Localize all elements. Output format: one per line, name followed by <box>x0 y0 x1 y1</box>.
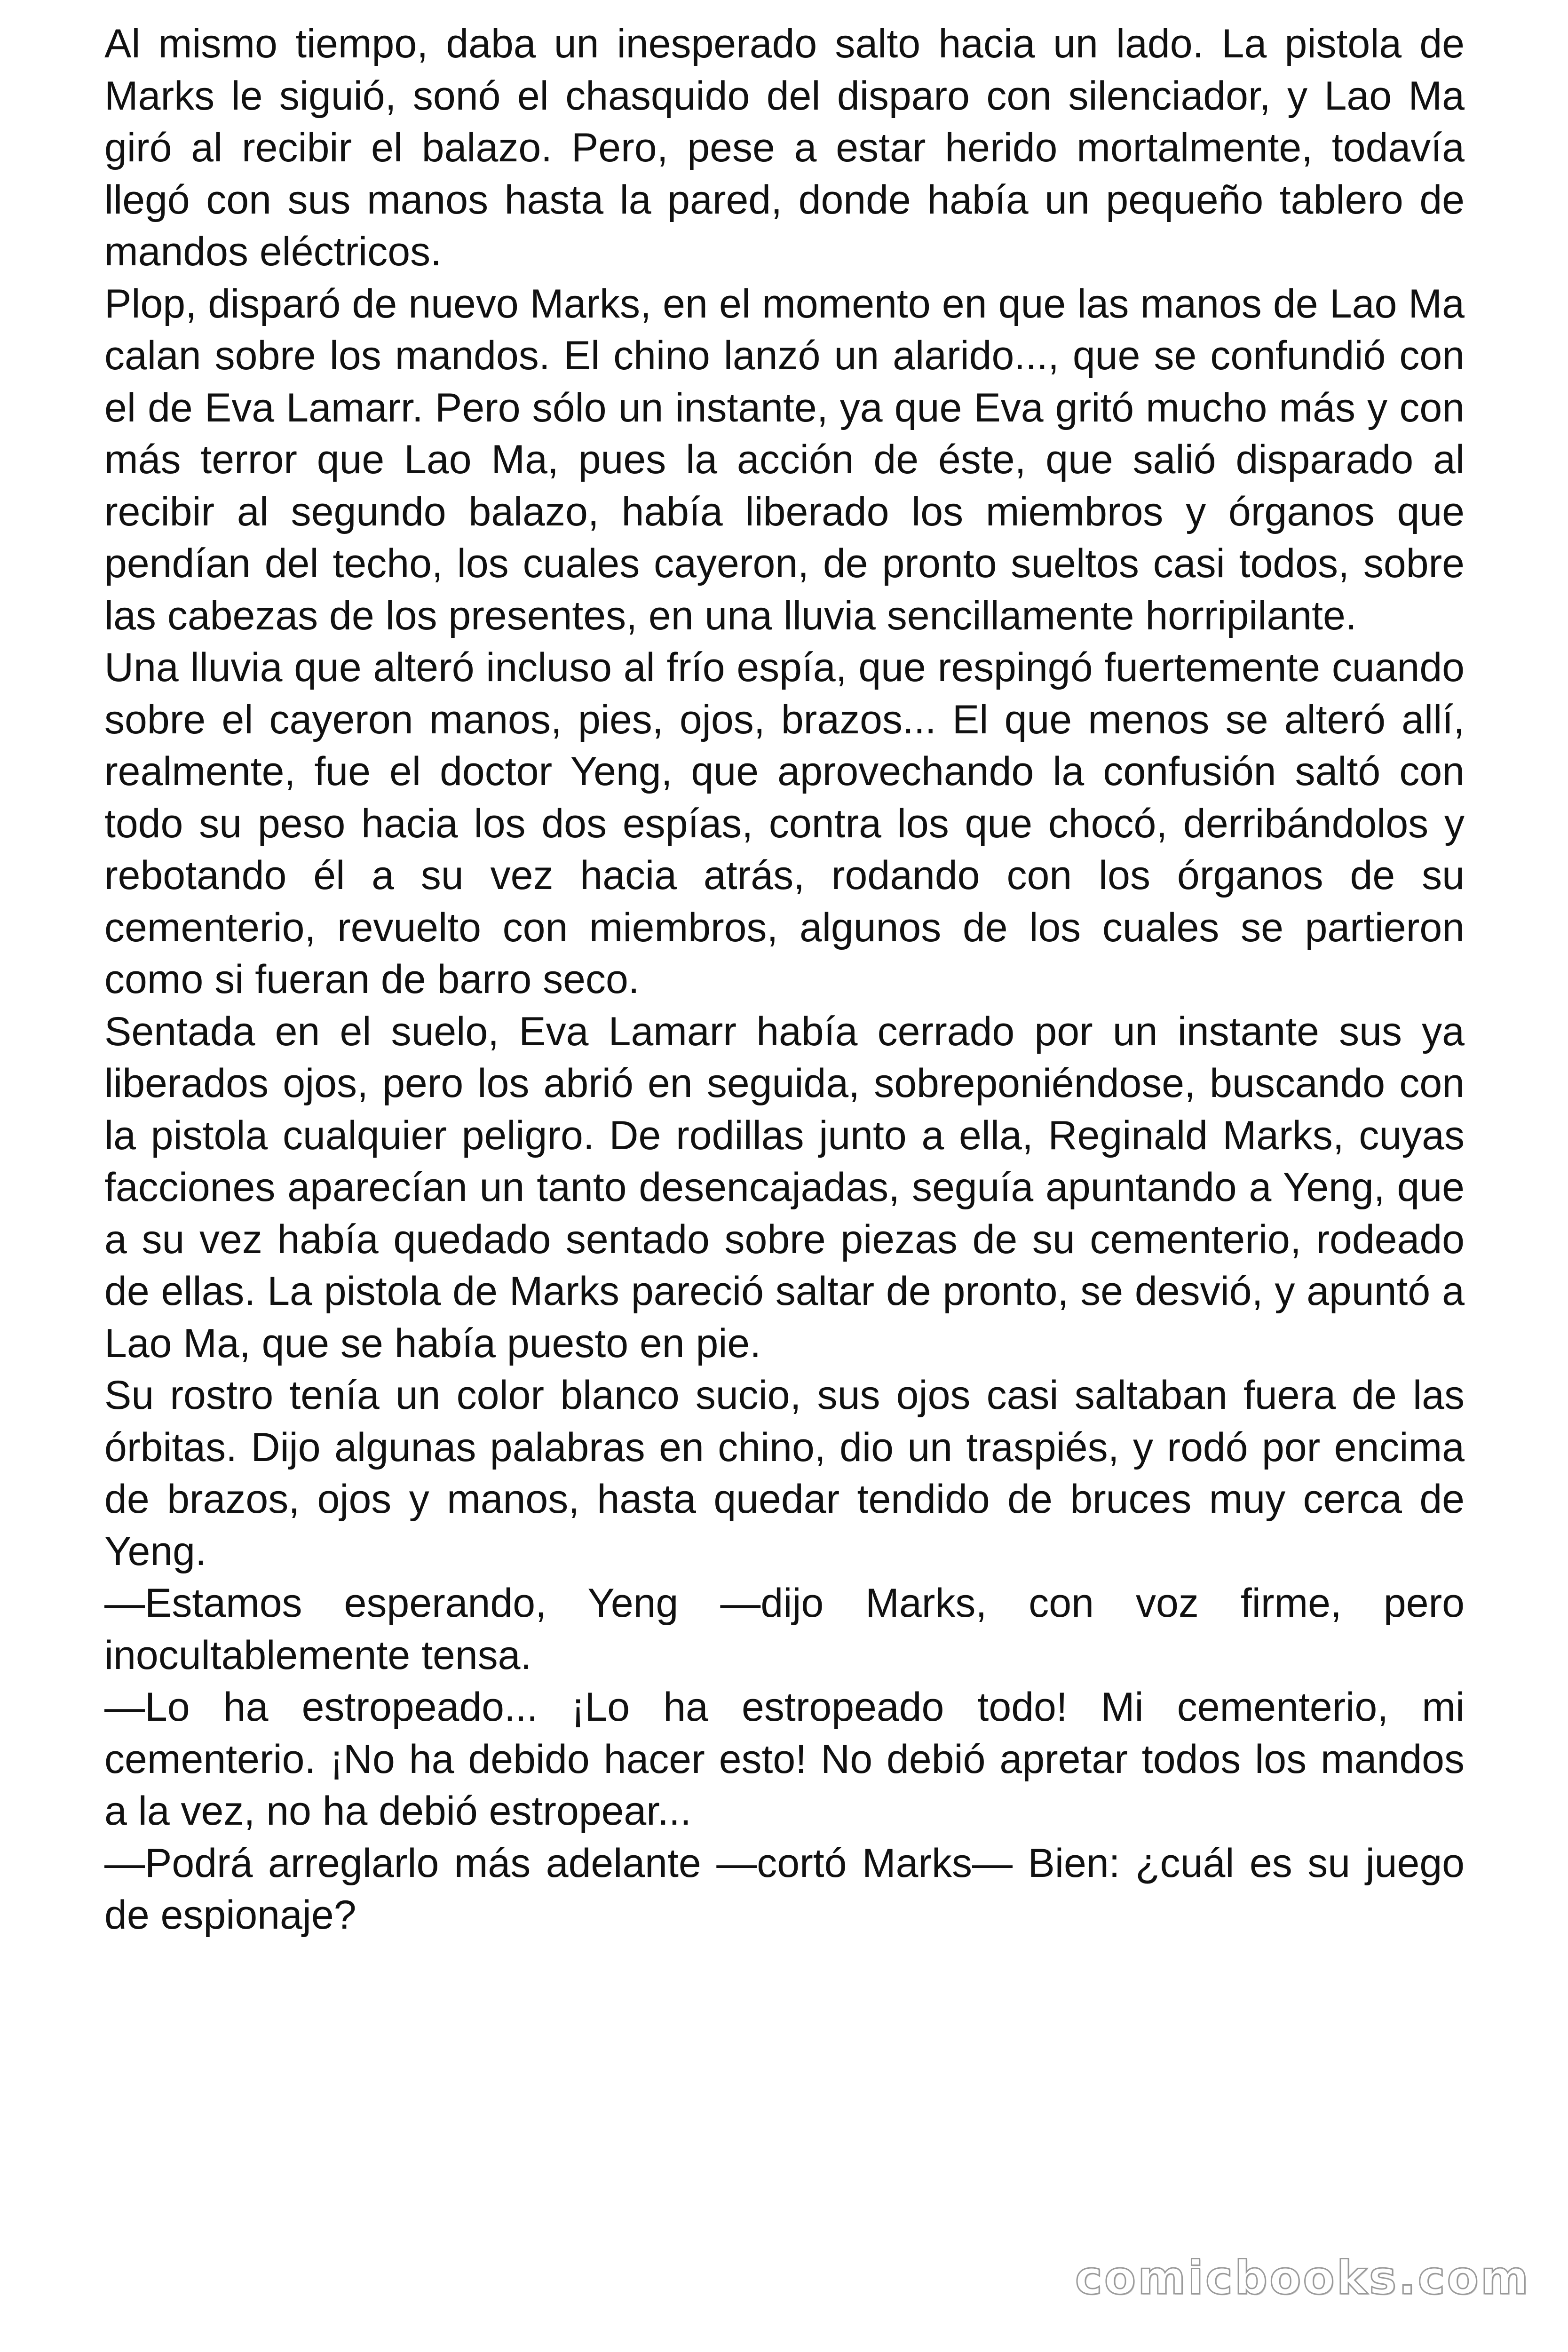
paragraph-5: Su rostro tenía un color blanco sucio, sus ojos casi saltaban fuera de las órbitas. Dijo algunas palabras en chino, dio un traspiés, y rodó por encima de brazos, ojos y manos, hasta quedar tendido de bruces muy cerca de Yeng. <box>104 1373 1465 1574</box>
paragraph-1: Al mismo tiempo, daba un inesperado salto hacia un lado. La pistola de Marks le siguió, sonó el chasquido del disparo con silenciador, y Lao Ma giró al recibir el balazo. Pero, pese a estar herido mortalmente, todavía llegó con sus manos hasta la pared, donde había un pequeño tablero de mandos eléctricos. <box>104 21 1465 274</box>
paragraph-8: —Podrá arreglarlo más adelante —cortó Marks— Bien: ¿cuál es su juego de espionaje? <box>104 1840 1465 1938</box>
paragraph-3: Una lluvia que alteró incluso al frío espía, que respingó fuertemente cuando sobre el cayeron manos, pies, ojos, brazos... El que menos se alteró allí, realmente, fue el doctor Yeng, que aprovechando la confusión saltó con todo su peso hacia los dos espías, contra los que chocó, derribándolos y rebotando él a su vez hacia atrás, rodando con los órganos de su cementerio, revuelto con miembros, algunos de los cuales se partieron como si fueran de barro seco. <box>104 645 1465 1002</box>
watermark: comicbooks.com <box>1075 2251 1530 2305</box>
paragraph-6: —Estamos esperando, Yeng —dijo Marks, con voz firme, pero inocultablemente tensa. <box>104 1581 1465 1678</box>
paragraph-2: Plop, disparó de nuevo Marks, en el momento en que las manos de Lao Ma calan sobre los mandos. El chino lanzó un alarido..., que se confundió con el de Eva Lamarr. Pero sólo un instante, ya que Eva gritó mucho más y con más terror que Lao Ma, pues la acción de éste, que salió disparado al recibir al segundo balazo, había liberado los miembros y órganos que pendían del techo, los cuales cayeron, de pronto sueltos casi todos, sobre las cabezas de los presentes, en una lluvia sencillamente horripilante. <box>104 281 1465 638</box>
paragraph-4: Sentada en el suelo, Eva Lamarr había cerrado por un instante sus ya liberados ojos, pero los abrió en seguida, sobreponiéndose, buscando con la pistola cualquier peligro. De rodillas junto a ella, Reginald Marks, cuyas facciones aparecían un tanto desencajadas, seguía apuntando a Yeng, que a su vez había quedado sentado sobre piezas de su cementerio, rodeado de ellas. La pistola de Marks pareció saltar de pronto, se desvió, y apuntó a Lao Ma, que se había puesto en pie. <box>104 1009 1465 1366</box>
paragraph-7: —Lo ha estropeado... ¡Lo ha estropeado todo! Mi cementerio, mi cementerio. ¡No ha debido hacer esto! No debió apretar todos los mandos a la vez, no ha debió estropear... <box>104 1685 1465 1834</box>
body-text <box>104 18 1465 1941</box>
